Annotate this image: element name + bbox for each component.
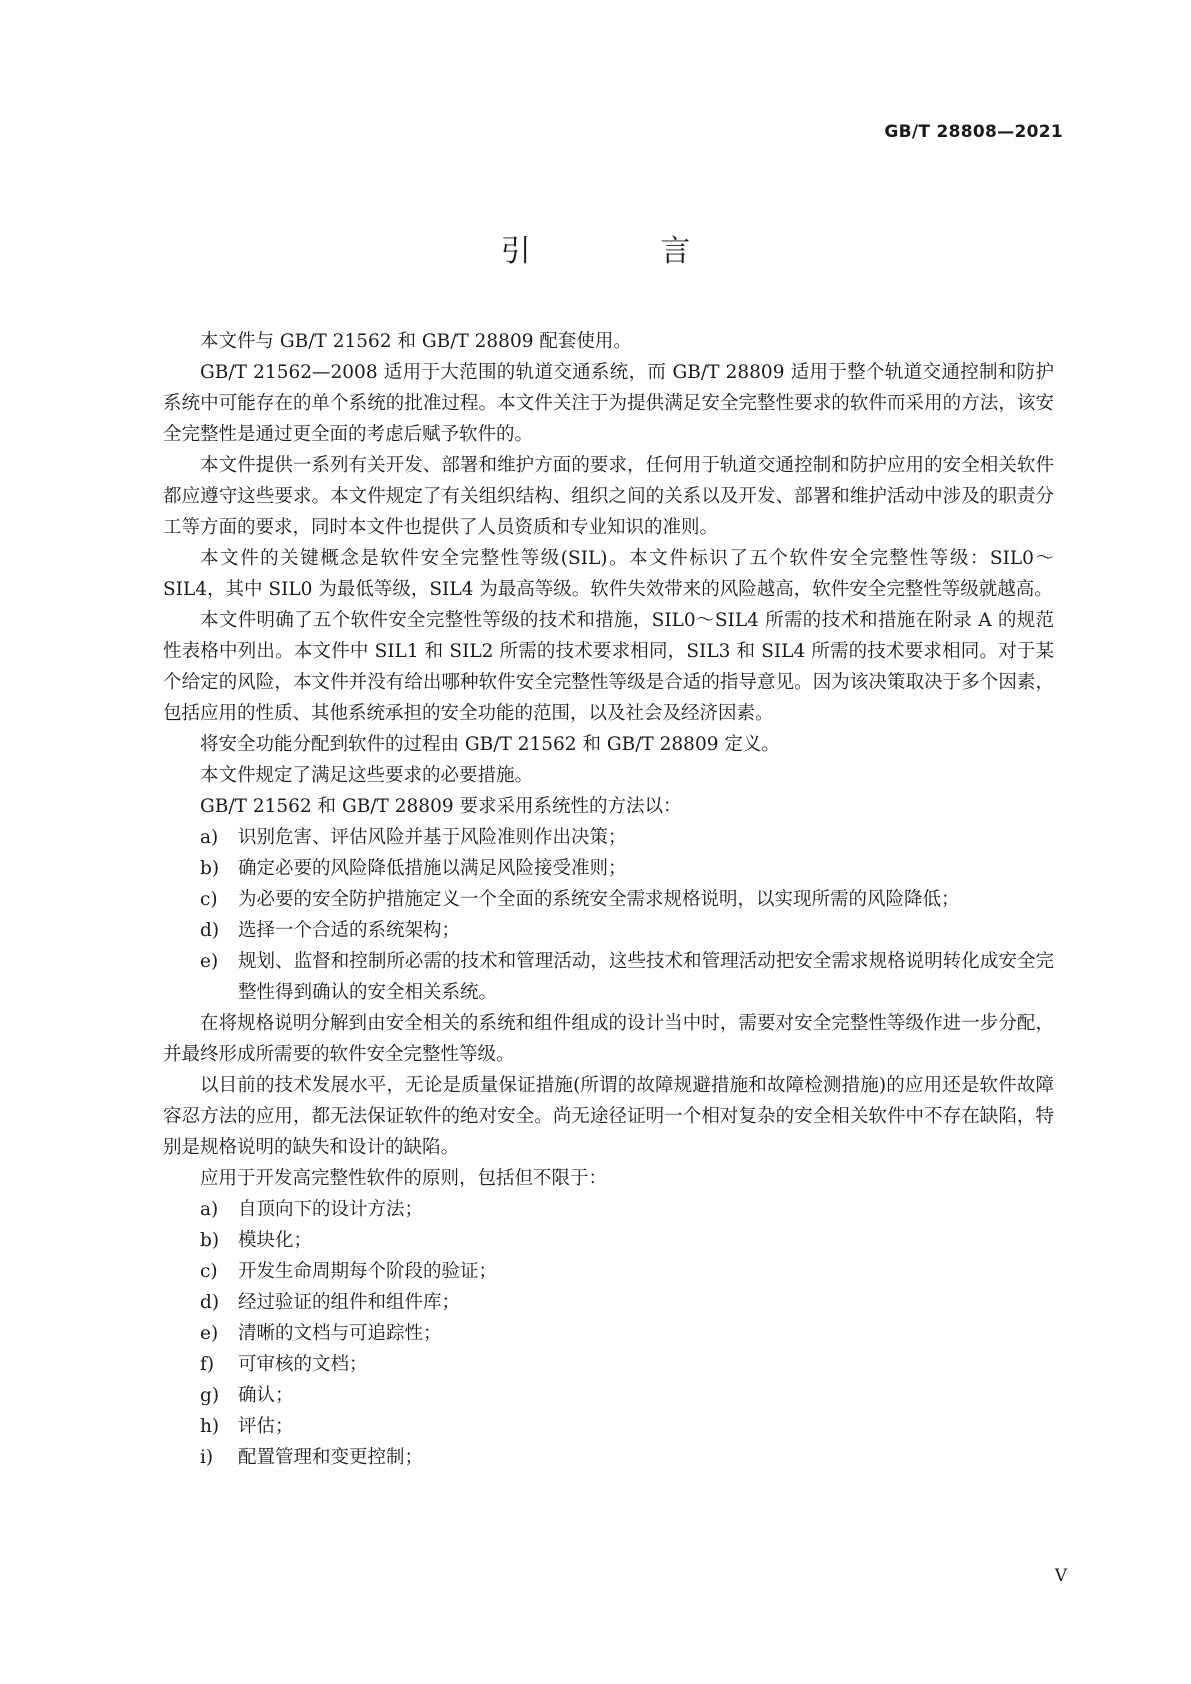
list-text: 模块化；: [238, 1230, 313, 1251]
list-text: 可审核的文档；: [238, 1354, 368, 1375]
list-text: 规划、监督和控制所必需的技术和管理活动，这些技术和管理活动把安全需求规格说明转化成安全完整性得到确认的安全相关系统。: [238, 951, 1054, 1003]
page-number: V: [1054, 1566, 1067, 1586]
paragraph: GB/T 21562—2008 适用于大范围的轨道交通系统，而 GB/T 28809 适用于整个轨道交通控制和防护系统中可能存在的单个系统的批准过程。本文件关注于为提供满足安全完整性要求的软件而采用的方法，该安全完整性是通过更全面的考虑后赋予软件的。: [163, 362, 1054, 445]
list-text: 识别危害、评估风险并基于风险准则作出决策；: [238, 827, 627, 848]
list-item: [163, 1380, 1054, 1411]
list-item: [163, 1349, 1054, 1380]
list-item: [163, 1194, 1054, 1225]
list-item: [163, 915, 1054, 946]
list-text: 配置管理和变更控制；: [238, 1447, 424, 1468]
list-marker: f): [200, 1354, 215, 1375]
list-marker: d): [200, 1292, 220, 1313]
list-text: 选择一个合适的系统架构；: [238, 920, 461, 941]
list-item: [163, 1318, 1054, 1349]
paragraph: 本文件的关键概念是软件安全完整性等级(SIL)。本文件标识了五个软件安全完整性等级：SIL0～SIL4，其中 SIL0 为最低等级，SIL4 为最高等级。软件失效带来的风险越高，软件安全完整性等级就越高。: [163, 548, 1054, 600]
list-marker: e): [200, 1323, 219, 1344]
list-item: [163, 1442, 1054, 1473]
list-item: [163, 822, 1054, 853]
paragraph: 本文件规定了满足这些要求的必要措施。: [200, 765, 534, 786]
body-text: [163, 326, 1054, 1473]
list-marker: b): [200, 858, 220, 879]
list-text: 为必要的安全防护措施定义一个全面的系统安全需求规格说明，以实现所需的风险降低；: [238, 889, 960, 910]
paragraph: 本文件提供一系列有关开发、部署和维护方面的要求，任何用于轨道交通控制和防护应用的安全相关软件都应遵守这些要求。本文件规定了有关组织结构、组织之间的关系以及开发、部署和维护活动中涉及的职责分工等方面的要求，同时本文件也提供了人员资质和专业知识的准则。: [163, 455, 1054, 538]
document-number: GB/T 28808—2021: [884, 122, 1063, 142]
list-text: 经过验证的组件和组件库；: [238, 1292, 461, 1313]
list-item: [163, 853, 1054, 884]
list-marker: c): [200, 889, 218, 910]
list-item: [163, 1225, 1054, 1256]
paragraph: GB/T 21562 和 GB/T 28809 要求采用系统性的方法以：: [200, 796, 682, 817]
list-marker: i): [200, 1447, 214, 1468]
list-marker: e): [200, 951, 219, 972]
paragraph: 应用于开发高完整性软件的原则，包括但不限于：: [200, 1168, 608, 1189]
list-text: 确认；: [238, 1385, 294, 1406]
section-title: 引 言: [500, 234, 751, 269]
paragraph: 本文件明确了五个软件安全完整性等级的技术和措施，SIL0～SIL4 所需的技术和措施在附录 A 的规范性表格中列出。本文件中 SIL1 和 SIL2 所需的技术要求相同，SIL3 和 SIL4 所需的技术要求相同。对于某个给定的风险，本文件并没有给出哪种软件安全完整性等级是合适的指导意见。因为该决策取决于多个因素，包括应用的性质、其他系统承担的安全功能的范围，以及社会及经济因素。: [163, 610, 1054, 724]
list-text: 开发生命周期每个阶段的验证；: [238, 1261, 498, 1282]
list-text: 自顶向下的设计方法；: [238, 1199, 424, 1220]
list-item: [163, 1287, 1054, 1318]
paragraph: 本文件与 GB/T 21562 和 GB/T 28809 配套使用。: [200, 331, 632, 352]
list-marker: b): [200, 1230, 220, 1251]
list-item: [163, 1256, 1054, 1287]
list-item: [163, 884, 1054, 915]
list-text: 清晰的文档与可追踪性；: [238, 1323, 442, 1344]
list-text: 评估；: [238, 1416, 294, 1437]
list-text: 确定必要的风险降低措施以满足风险接受准则；: [238, 858, 627, 879]
list-marker: c): [200, 1261, 218, 1282]
list-marker: h): [200, 1416, 220, 1437]
list-marker: d): [200, 920, 220, 941]
list-marker: a): [200, 827, 219, 848]
list-item: [163, 946, 1054, 1008]
list-marker: g): [200, 1385, 220, 1406]
paragraph: 以目前的技术发展水平，无论是质量保证措施(所谓的故障规避措施和故障检测措施)的应用还是软件故障容忍方法的应用，都无法保证软件的绝对安全。尚无途径证明一个相对复杂的安全相关软件中不存在缺陷，特别是规格说明的缺失和设计的缺陷。: [163, 1075, 1054, 1158]
list-item: [163, 1411, 1054, 1442]
paragraph: 在将规格说明分解到由安全相关的系统和组件组成的设计当中时，需要对安全完整性等级作进一步分配，并最终形成所需要的软件安全完整性等级。: [163, 1013, 1054, 1065]
list-marker: a): [200, 1199, 219, 1220]
paragraph: 将安全功能分配到软件的过程由 GB/T 21562 和 GB/T 28809 定义。: [200, 734, 780, 755]
